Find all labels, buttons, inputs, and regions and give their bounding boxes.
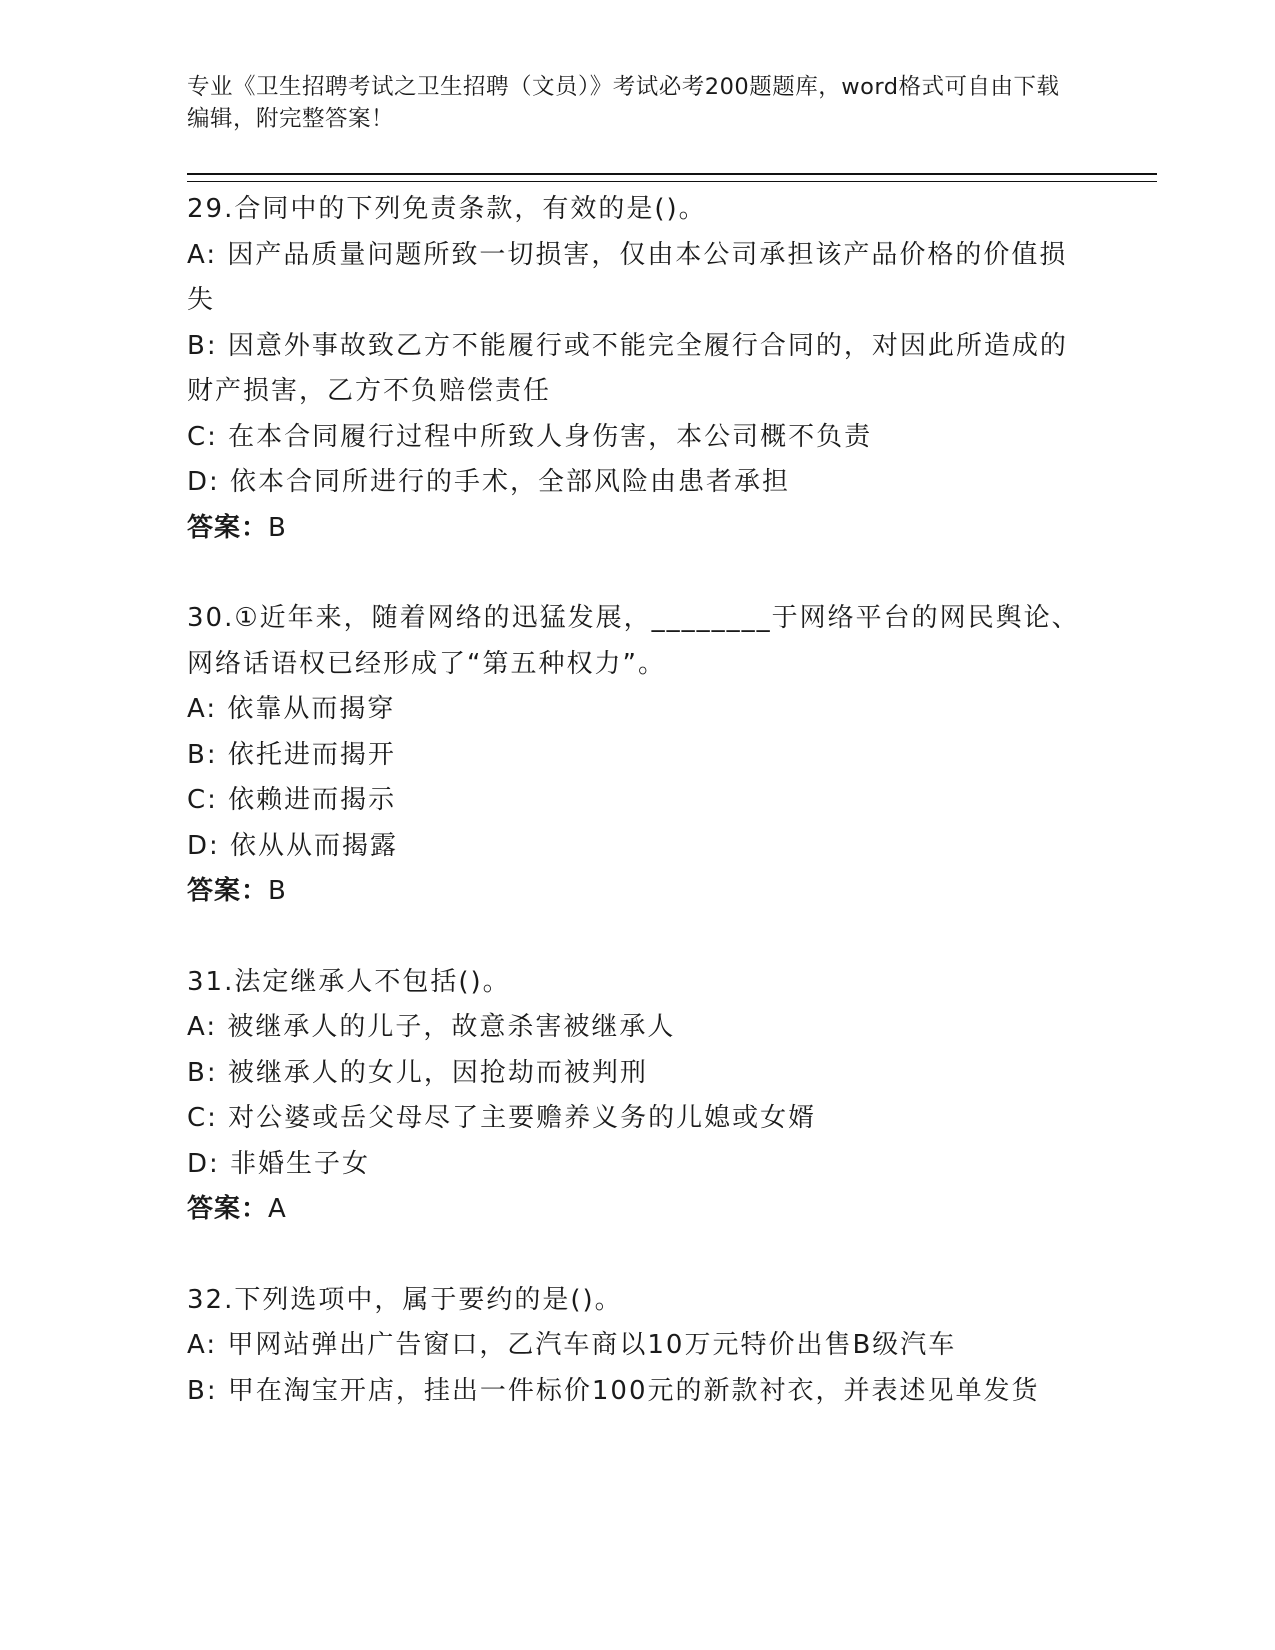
option-d: D: 依从从而揭露 bbox=[187, 830, 399, 861]
option-b: B: 因意外事故致乙方不能履行或不能完全履行合同的，对因此所造成的财产损害，乙方不负赔偿责任 bbox=[187, 330, 1068, 406]
answer-label: 答案： bbox=[187, 876, 269, 906]
question-stem: 30.①近年来，随着网络的迅猛发展，________于网络平台的网民舆论、网络话语权已经形成了“第五种权力”。 bbox=[187, 603, 1080, 679]
header-divider-thin bbox=[187, 181, 1157, 182]
question-stem: 32.下列选项中，属于要约的是()。 bbox=[187, 1284, 623, 1315]
option-d: D: 非婚生子女 bbox=[187, 1148, 371, 1179]
question-29 bbox=[187, 187, 1087, 551]
question-list bbox=[187, 187, 1087, 1459]
option-c: C: 依赖进而揭示 bbox=[187, 785, 397, 815]
answer-label: 答案： bbox=[187, 1194, 269, 1224]
answer-value: A bbox=[268, 1194, 287, 1224]
option-a: A: 依靠从而揭穿 bbox=[187, 694, 396, 724]
option-c: C: 在本合同履行过程中所致人身伤害，本公司概不负责 bbox=[187, 421, 873, 452]
answer-label: 答案： bbox=[187, 512, 269, 543]
answer bbox=[187, 869, 1087, 915]
option-a: A: 甲网站弹出广告窗口，乙汽车商以10万元特价出售B级汽车 bbox=[187, 1330, 957, 1360]
question-32 bbox=[187, 1278, 1087, 1415]
document-header: 专业《卫生招聘考试之卫生招聘（文员）》考试必考200题题库，word格式可自由下载编辑，附完整答案！ bbox=[187, 74, 1060, 132]
option-b: B: 依托进而揭开 bbox=[187, 739, 396, 770]
question-stem: 29.合同中的下列免责条款，有效的是()。 bbox=[187, 194, 707, 224]
header-divider-thick bbox=[187, 173, 1157, 175]
question-stem: 31.法定继承人不包括()。 bbox=[187, 966, 511, 997]
option-d: D: 依本合同所进行的手术，全部风险由患者承担 bbox=[187, 467, 791, 497]
question-30 bbox=[187, 596, 1087, 915]
option-c: C: 对公婆或岳父母尽了主要赡养义务的儿媳或女婿 bbox=[187, 1103, 817, 1133]
question-31 bbox=[187, 960, 1087, 1233]
option-b: B: 甲在淘宝开店，挂出一件标价100元的新款衬衣，并表述见单发货 bbox=[187, 1375, 1040, 1406]
answer bbox=[187, 1187, 1087, 1233]
option-a: A: 被继承人的儿子，故意杀害被继承人 bbox=[187, 1012, 676, 1042]
option-b: B: 被继承人的女儿，因抢劫而被判刑 bbox=[187, 1057, 648, 1088]
option-a: A: 因产品质量问题所致一切损害，仅由本公司承担该产品价格的价值损失 bbox=[187, 239, 1068, 315]
answer-value: B bbox=[268, 512, 287, 543]
answer-value: B bbox=[268, 876, 287, 906]
answer bbox=[187, 506, 1087, 552]
